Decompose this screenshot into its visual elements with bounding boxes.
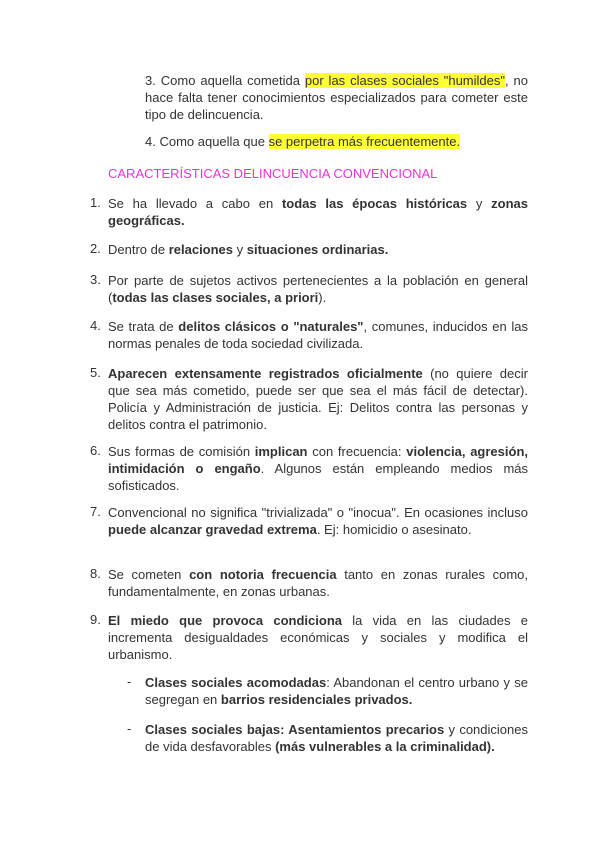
text: : Abandonan el centro urbano y se segregan en [145,675,528,707]
item-number: 5. [90,365,101,380]
bold-text: zonas geográficas. [108,196,528,228]
bold-text: con notoria frecuencia [189,567,337,582]
text: . Algunos están empleando medios más sofisticados. [108,461,528,493]
list-item-6 [90,443,528,494]
bold-text: barrios residenciales privados. [220,692,413,707]
text: Sus formas de comisión [108,444,255,459]
dash-bullet: - [127,721,132,736]
list-item-5 [90,365,528,433]
bold-text: puede alcanzar gravedad extrema [108,522,317,537]
list-item-1 [90,195,528,229]
item-number: 2. [90,241,101,256]
bold-text: situaciones ordinarias. [246,242,389,257]
bold-text: Clases sociales acomodadas [145,675,327,690]
text: . Ej: homicidio o asesinato. [316,522,472,537]
text: Convencional no significa "trivializada" o "inocua". En ocasiones incluso [108,505,528,520]
bold-text: todas las clases sociales, a priori [112,290,319,305]
item-number: 4. [90,318,101,333]
bold-text: Aparecen extensamente registrados oficialmente [108,366,423,381]
text: con frecuencia: [307,444,407,459]
text: y [467,196,492,211]
text: y [233,242,247,257]
text: Dentro de [108,242,169,257]
text: Se cometen [108,567,190,582]
intro-item-4 [145,133,528,150]
item-number: 8. [90,566,101,581]
sub-item-2 [127,721,528,755]
text: (no quiere decir que sea más cometido, puede ser que sea el más fácil de detectar). Policía y Administración de justicia. Ej: Delitos contra las personas y delitos contra el patrimonio. [108,366,528,432]
text: , no hace falta tener conocimientos especializados para cometer este tipo de delincuencia. [145,73,528,122]
text: Se ha llevado a cabo en [108,196,282,211]
bold-text: implican [254,444,308,459]
bold-text: Clases sociales bajas: Asentamientos precarios [145,722,445,737]
text: ). [318,290,327,305]
text: , comunes, inducidos en las normas penales de toda sociedad civilizada. [108,319,528,351]
bold-text: relaciones [168,242,234,257]
item-number: 6. [90,443,101,458]
item-number: 3. [90,272,101,287]
bold-text: (más vulnerables a la criminalidad). [275,739,495,754]
list-item-9 [90,612,528,663]
dash-bullet: - [127,674,132,689]
text: tanto en zonas rurales como, fundamentalmente, en zonas urbanas. [108,567,528,599]
item-number: 1. [90,195,101,210]
list-item-7 [90,504,528,538]
sub-item-1 [127,674,528,708]
section-heading: CARACTERÍSTICAS DELINCUENCIA CONVENCIONAL [108,166,438,181]
list-item-8 [90,566,528,600]
item-number: 7. [90,504,101,519]
text: 3. Como aquella cometida [145,73,305,88]
text: y condiciones de vida desfavorables [145,722,528,754]
item-number: 9. [90,612,101,627]
highlighted-text: se perpetra más frecuentemente. [268,134,461,149]
bold-text: violencia, agresión, intimidación o engaño [108,444,528,476]
bold-text: todas las épocas históricas [281,196,468,211]
bold-text: El miedo que provoca condiciona [108,613,342,628]
bold-text: delitos clásicos o "naturales" [178,319,364,334]
text: Se trata de [108,319,179,334]
list-item-2 [90,241,528,258]
text: la vida en las ciudades e incrementa desigualdades económicas y sociales y modifica el urbanismo. [108,613,528,662]
text: 4. Como aquella que [145,134,269,149]
list-item-4 [90,318,528,352]
text: Por parte de sujetos activos pertenecientes a la población en general ( [108,273,528,305]
list-item-3 [90,272,528,306]
highlighted-text: por las clases sociales "humildes" [304,73,505,88]
intro-item-3 [145,72,528,123]
